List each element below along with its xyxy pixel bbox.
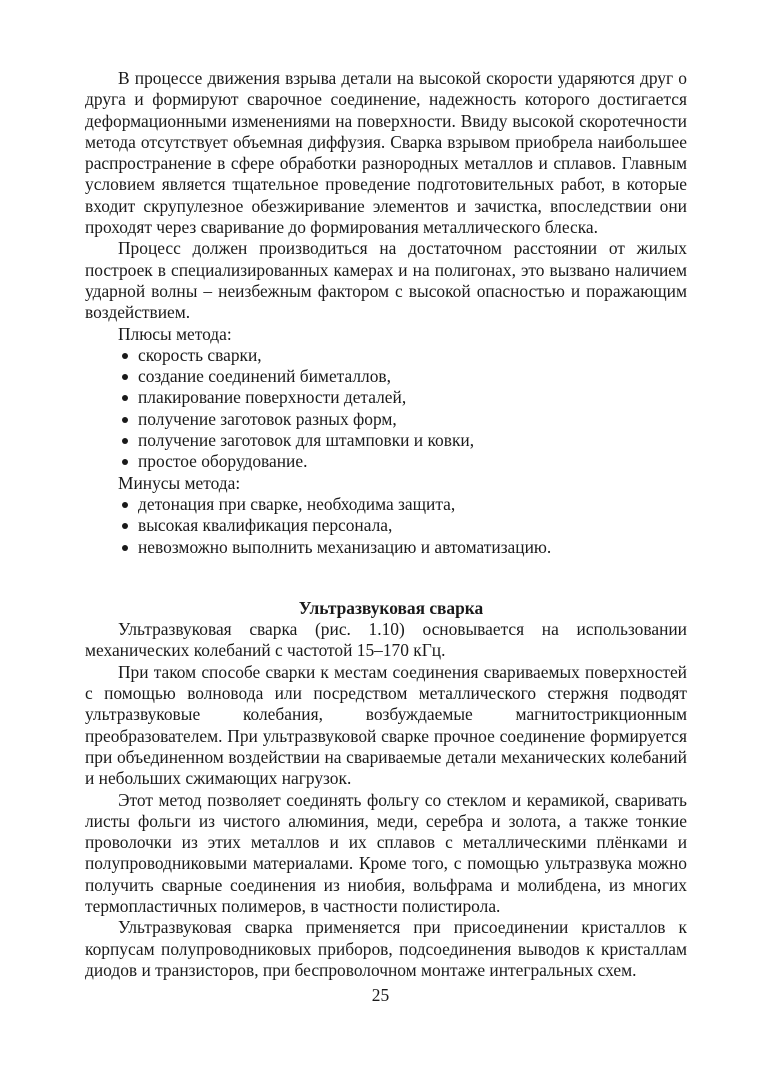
bullet-icon xyxy=(122,545,128,551)
list-item: простое оборудование. xyxy=(85,451,687,472)
list-item: скорость сварки, xyxy=(85,345,687,366)
section-heading: Ультразвуковая сварка xyxy=(298,597,484,618)
paragraph-safety-distance: Процесс должен производиться на достаточном расстоянии от жилых построек в специализированных камерах и на полигонах, это вызвано наличием ударной волны – неизбежным фактором с высокой опасностью и поражающим воздействием. xyxy=(85,238,687,323)
paragraph-explosion-welding-process: В процессе движения взрыва детали на высокой скорости ударяются друг о друга и формируют сварочное соединение, надежность которого достигается деформационными изменениями на поверхности. Ввиду высокой скоротечности метода отсутствует объемная диффузия. Сварка взрывом приобрела наибольшее распространение в сфере обработки разнородных металлов и сплавов. Главным условием является тщательное проведение подготовительных работ, в которые входит скрупулезное обезжиривание элементов и зачистка, впоследствии они проходят через сваривание до формирования металлического блеска. xyxy=(85,68,687,238)
list-item: плакирование поверхности деталей, xyxy=(85,387,687,408)
bullet-icon xyxy=(122,438,128,444)
bullet-icon xyxy=(122,523,128,529)
page-number: 25 xyxy=(371,985,390,1005)
bullet-icon xyxy=(122,374,128,380)
cons-list xyxy=(85,494,687,558)
bullet-icon xyxy=(122,395,128,401)
page-body xyxy=(85,68,687,981)
paragraph-ultrasonic-method: При таком способе сварки к местам соединения свариваемых поверхностей с помощью волновода или посредством металлического стержня подводят ультразвуковые колебания, возбуждаемые магнитострикционным преобразователем. При ультразвуковой сварке прочное соединение формируется при объединенном воздействии на свариваемые детали механических колебаний и небольших сжимающих нагрузок. xyxy=(85,661,687,789)
paragraph-ultrasonic-intro: Ультразвуковая сварка (рис. 1.10) основывается на использовании механических колебаний с частотой 15–170 кГц. xyxy=(85,619,687,661)
pros-list xyxy=(85,345,687,473)
pros-label: Плюсы метода: xyxy=(118,323,232,344)
bullet-icon xyxy=(122,459,128,465)
list-item: создание соединений биметаллов, xyxy=(85,366,687,387)
list-item: невозможно выполнить механизацию и автоматизацию. xyxy=(85,537,687,558)
list-item: высокая квалификация персонала, xyxy=(85,515,687,536)
bullet-icon xyxy=(122,417,128,423)
list-item: детонация при сварке, необходима защита, xyxy=(85,494,687,515)
paragraph-ultrasonic-applications: Ультразвуковая сварка применяется при присоединении кристаллов к корпусам полупроводниковых приборов, подсоединения выводов к кристаллам диодов и транзисторов, при беспроволочном монтаже интегральных схем. xyxy=(85,917,687,980)
list-item: получение заготовок для штамповки и ковки, xyxy=(85,430,687,451)
cons-label: Минусы метода: xyxy=(118,472,241,493)
bullet-icon xyxy=(122,353,128,359)
bullet-icon xyxy=(122,502,128,508)
list-item: получение заготовок разных форм, xyxy=(85,409,687,430)
paragraph-ultrasonic-materials: Этот метод позволяет соединять фольгу со стеклом и керамикой, сваривать листы фольги из чистого алюминия, меди, серебра и золота, а также тонкие проволочки из этих металлов и их сплавов с металлическими плёнками и полупроводниковыми материалами. Кроме того, с помощью ультразвука можно получить сварные соединения из ниобия, вольфрама и молибдена, из многих термопластичных полимеров, в частности полистирола. xyxy=(85,789,687,916)
